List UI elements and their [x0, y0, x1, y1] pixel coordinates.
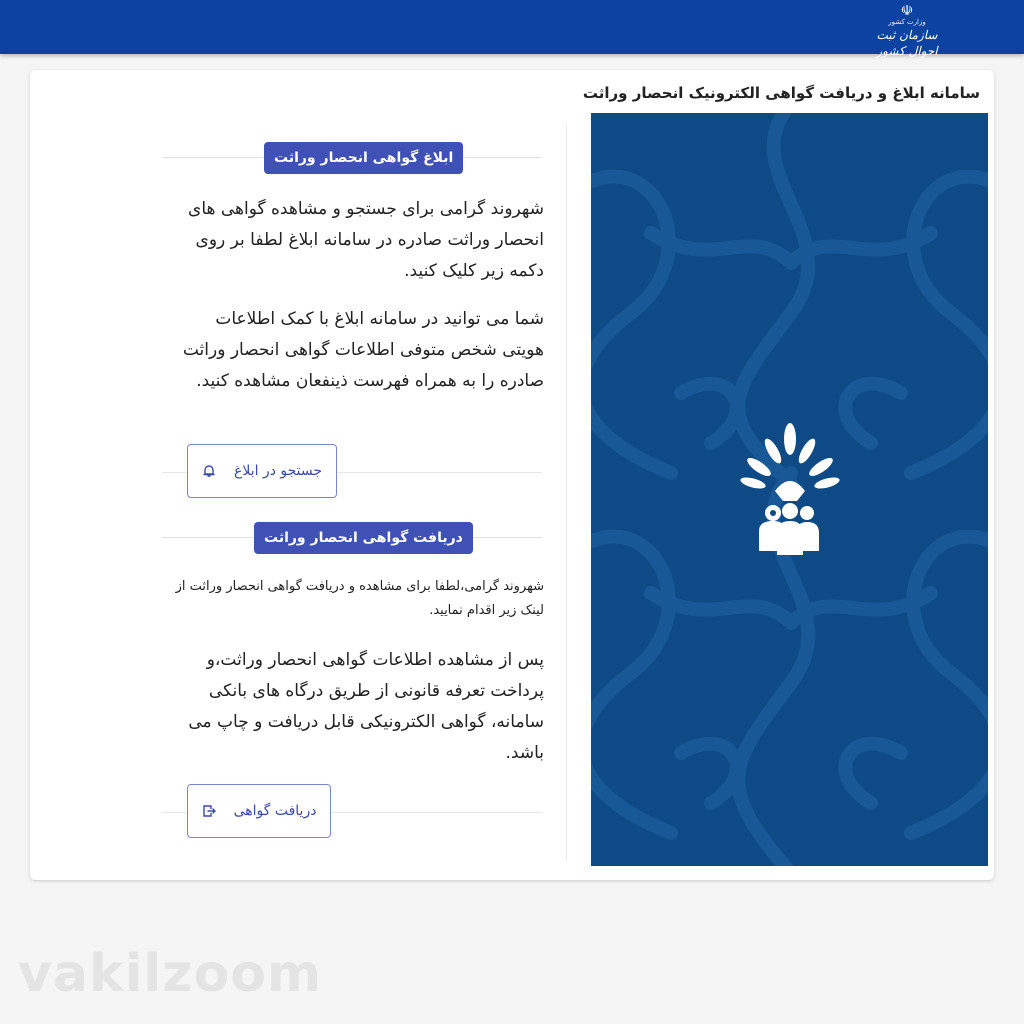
- decorative-banner: [591, 113, 988, 866]
- receive-button-row: [162, 784, 542, 842]
- section1-paragraph-1: شهروند گرامی برای جستجو و مشاهده گواهی های انحصار وراثت صادره در سامانه ابلاغ لطفا بر روی دکمه زیر کلیک کنید.: [188, 199, 544, 281]
- file-export-icon: [202, 804, 216, 818]
- vertical-divider: [566, 125, 567, 860]
- section-badge-receive: دریافت گواهی انحصار وراثت: [254, 522, 473, 554]
- section2-paragraph-2: پس از مشاهده اطلاعات گواهی انحصار وراثت،و پرداخت تعرفه قانونی از طریق درگاه های بانکی سامانه، گواهی الکترونیکی قابل دریافت و چاپ می باشد.: [188, 650, 544, 763]
- watermark-text: vakilzoom: [18, 944, 323, 1004]
- section-header-receive: [162, 520, 542, 556]
- family-tree-emblem-icon: [735, 421, 845, 556]
- bell-icon: [202, 464, 216, 478]
- section-header-notification: [162, 140, 542, 176]
- logo-title: سازمان ثبت احوال کشور: [876, 28, 938, 58]
- main-card: [30, 70, 994, 880]
- receive-certificate-button[interactable]: [187, 784, 331, 838]
- receive-certificate-label: دریافت گواهی: [233, 803, 317, 819]
- logo-subtitle: وزارت کشور: [888, 18, 926, 26]
- iran-emblem-icon: ☫: [900, 3, 914, 19]
- search-notification-button[interactable]: [187, 444, 337, 498]
- section1-paragraph-2: شما می توانید در سامانه ابلاغ با کمک اطلاعات هویتی شخص متوفی اطلاعات گواهی انحصار وراثت صادره را به همراه فهرست ذینفعان مشاهده کنید.: [182, 309, 544, 391]
- page-title: سامانه ابلاغ و دریافت گواهی الکترونیک انحصار وراثت: [582, 84, 980, 102]
- search-button-row: [162, 444, 542, 502]
- section2-paragraph-1: شهروند گرامی،لطفا برای مشاهده و دریافت گواهی انحصار وراثت از لینک زیر اقدام نمایید.: [175, 579, 544, 618]
- section-badge-notification: ابلاغ گواهی انحصار وراثت: [264, 142, 463, 174]
- civil-registration-logo[interactable]: [862, 3, 952, 58]
- search-notification-label: جستجو در ابلاغ: [233, 463, 323, 479]
- top-header-bar: [0, 0, 1024, 58]
